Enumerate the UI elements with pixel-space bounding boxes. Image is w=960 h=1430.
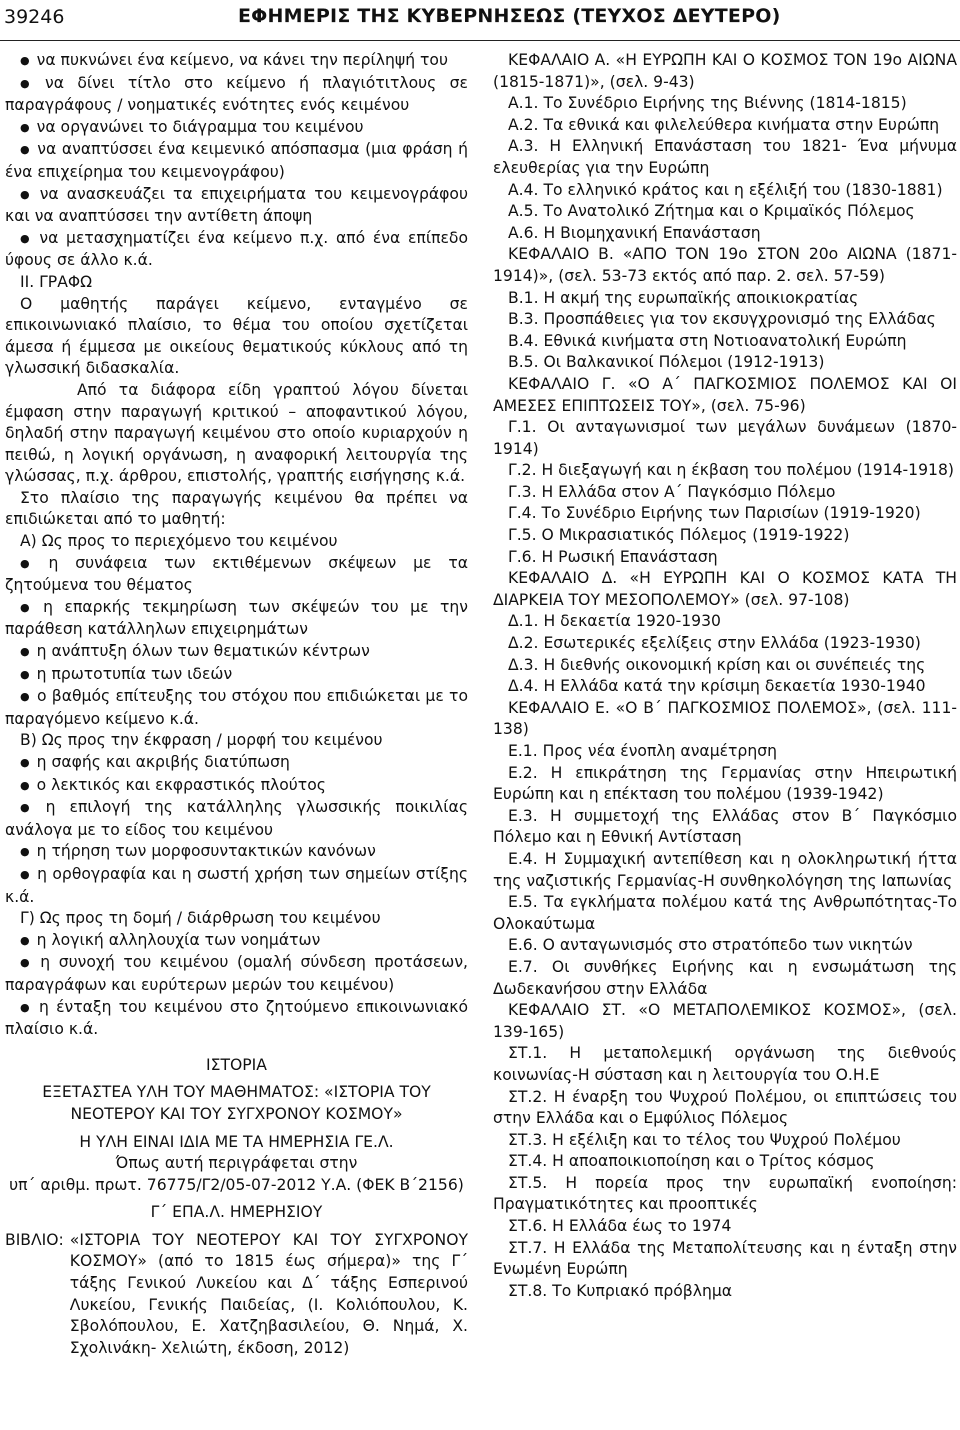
chapter-item: ΣΤ.8. Το Κυπριακό πρόβλημα — [508, 1281, 733, 1300]
chapter-item: Γ.1. Οι ανταγωνισμοί των μεγάλων δυνάμεων (1870-1914) — [493, 418, 957, 458]
section-heading: ΙΙ. ΓΡΑΦΩ — [20, 272, 93, 291]
paragraph: Από τα διάφορα είδη γραπτού λόγου δίνεται έμφαση στην παραγωγή κριτικού – αποφαντικού λόγου, δηλαδή στην παραγωγή κειμένου στο οποίο κυριαρχούν η πειθώ, η λογική οργάνωση, η αναφορική λειτουργία της γλώσσας, π.χ. άρθρου, επιστολής, γραπτής εισήγησης κ.ά. — [5, 380, 468, 486]
bullet-item: ● να αναπτύσσει ένα κειμενικό απόσπασμα (μια φράση ή ένα επιχείρημα του κειμενογράφου) — [5, 139, 468, 183]
bullet-item: ● η επιλογή της κατάλληλης γλωσσικής ποικιλίας ανάλογα με το είδος του κειμένου — [5, 797, 468, 841]
chapter-item: Α.6. Η Βιομηχανική Επανάσταση — [508, 223, 761, 242]
bullet-item: ● η ορθογραφία και η σωστή χρήση των σημείων στίξης κ.ά. — [5, 864, 468, 908]
chapter-item: Γ.5. Ο Μικρασιατικός Πόλεμος (1919-1922) — [508, 526, 850, 545]
chapter-heading: ΚΕΦΑΛΑΙΟ Β. «ΑΠΟ ΤΟΝ 19ο ΣΤΟΝ 20ο ΑΙΩΝΑ (1871-1914)», (σελ. 53-73 εκτός από παρ. 2. σελ. 57-59) — [493, 245, 957, 285]
chapter-heading: ΚΕΦΑΛΑΙΟ Γ. «Ο Α΄ ΠΑΓΚΟΣΜΙΟΣ ΠΟΛΕΜΟΣ ΚΑΙ ΟΙ ΑΜΕΣΕΣ ΕΠΙΠΤΩΣΕΙΣ ΤΟΥ», (σελ. 75-96) — [493, 374, 957, 415]
bullet-item: ● η συνάφεια των εκτιθέμενων σκέψεων με τα ζητούμενα του θέματος — [5, 553, 468, 597]
chapter-item: ΣΤ.6. Η Ελλάδα έως το 1974 — [508, 1217, 732, 1236]
bullet-item: ● η σαφής και ακριβής διατύπωση — [5, 752, 468, 775]
journal-title: ΕΦΗΜΕΡΙΣ ΤΗΣ ΚΥΒΕΡΝΗΣΕΩΣ (ΤΕΥΧΟΣ ΔΕΥΤΕΡΟ) — [238, 5, 781, 27]
syllabus-note: Η ΥΛΗ ΕΙΝΑΙ ΙΔΙΑ ΜΕ ΤΑ ΗΜΕΡΗΣΙΑ ΓΕ.Λ. — [79, 1132, 394, 1151]
chapter-item: Ε.4. Η Συμμαχική αντεπίθεση και η ολοκληρωτική ήττα της ναζιστικής Γερμανίας-Η συνθηκολόγηση της Ιαπωνίας — [493, 849, 957, 890]
chapter-item: Α.3. Η Ελληνική Επανάσταση του 1821- Ένα μήνυμα ελευθερίας για την Ευρώπη — [493, 137, 957, 177]
paragraph: Ο μαθητής παράγει κείμενο, ενταγμένο σε επικοινωνιακό πλαίσιο, το θέμα του οποίου σχετίζεται άμεσα ή έμμεσα με οικείους θεματικούς κύκλους από τη γλωσσική διδασκαλία. — [5, 294, 468, 378]
chapter-item: Ε.6. Ο ανταγωνισμός στο στρατόπεδο των νικητών — [508, 936, 913, 955]
syllabus-reference: υπ΄ αριθμ. πρωτ. 76775/Γ2/05-07-2012 Υ.Α. (ΦΕΚ Β΄2156) — [9, 1175, 464, 1194]
chapter-item: Δ.1. Η δεκαετία 1920-1930 — [508, 612, 721, 631]
bullet-item: ● να οργανώνει το διάγραμμα του κειμένου — [5, 117, 468, 140]
chapter-item: Ε.1. Προς νέα ένοπλη αναμέτρηση — [508, 742, 777, 760]
bullet-item: ● η πρωτοτυπία των ιδεών — [5, 664, 468, 687]
book-entry — [5, 1230, 468, 1360]
chapter-item: Ε.2. Η επικράτηση της Γερμανίας στην Ηπειρωτική Ευρώπη και η επέκταση του πολέμου (1939-1942) — [493, 763, 957, 804]
chapter-item: Β.4. Εθνικά κινήματα στη Νοτιοανατολική Ευρώπη — [508, 331, 907, 350]
page-header — [0, 0, 960, 41]
chapter-item: Γ.3. Η Ελλάδα στον Α΄ Παγκόσμιο Πόλεμο — [508, 482, 836, 501]
chapter-item: Ε.3. Η συμμετοχή της Ελλάδας στον Β΄ Παγκόσμιο Πόλεμο και η Εθνική Αντίσταση — [493, 806, 957, 847]
chapter-item: ΣΤ.5. Η πορεία προς την ευρωπαϊκή ενοποίηση: Πραγματικότητες και προοπτικές — [493, 1173, 957, 1214]
book-label: ΒΙΒΛΙΟ: — [5, 1230, 64, 1249]
chapter-item: Β.3. Προσπάθειες για τον εκσυγχρονισμό της Ελλάδας — [508, 310, 936, 329]
bullet-item: ● ο βαθμός επίτευξης του στόχου που επιδιώκεται με το παραγόμενο κείμενο κ.ά. — [5, 686, 468, 730]
chapter-item: Ε.5. Τα εγκλήματα πολέμου κατά της Ανθρωπότητας-Το Ολοκαύτωμα — [493, 893, 957, 933]
bullet-item: ● η ένταξη του κειμένου στο ζητούμενο επικοινωνιακό πλαίσιο κ.ά. — [5, 997, 468, 1041]
chapter-item: ΣΤ.2. Η έναρξη του Ψυχρού Πολέμου, οι επιπτώσεις του στην Ελλάδα και ο Εμφύλιος Πόλεμος — [493, 1087, 957, 1128]
chapter-item: Α.2. Τα εθνικά και φιλελεύθερα κινήματα στην Ευρώπη — [508, 115, 940, 134]
bullet-item: ● να μετασχηματίζει ένα κείμενο π.χ. από ένα επίπεδο ύφους σε άλλο κ.ά. — [5, 228, 468, 272]
chapter-heading: ΚΕΦΑΛΑΙΟ Α. «Η ΕΥΡΩΠΗ ΚΑΙ Ο ΚΟΣΜΟΣ ΤΟΝ 19ο ΑΙΩΝΑ (1815-1871)», (σελ. 9-43) — [493, 51, 957, 91]
chapter-heading: ΚΕΦΑΛΑΙΟ Δ. «Η ΕΥΡΩΠΗ ΚΑΙ Ο ΚΟΣΜΟΣ ΚΑΤΑ ΤΗ ΔΙΑΡΚΕΙΑ ΤΟΥ ΜΕΣΟΠΟΛΕΜΟΥ» (σελ. 97-108) — [493, 569, 957, 609]
chapter-item: Α.5. Το Ανατολικό Ζήτημα και ο Κριμαϊκός Πόλεμος — [508, 202, 915, 221]
chapter-item: ΣΤ.1. Η μεταπολεμική οργάνωση της διεθνούς κοινωνίας-Η σύσταση και η λειτουργία του Ο.Η.Ε — [493, 1044, 957, 1084]
bullet-item: ● να πυκνώνει ένα κείμενο, να κάνει την περίληψή του — [5, 50, 468, 73]
chapter-item: Δ.4. Η Ελλάδα κατά την κρίσιμη δεκαετία 1930-1940 — [508, 677, 926, 696]
paragraph: Στο πλαίσιο της παραγωγής κειμένου θα πρέπει να επιδιώκεται από το μαθητή: — [5, 488, 468, 529]
left-column — [5, 50, 468, 1359]
chapter-item: Ε.7. Οι συνθήκες Ειρήνης και η ενσωμάτωση της Δωδεκανήσου στην Ελλάδα — [493, 957, 957, 998]
bullet-item: ● ο λεκτικός και εκφραστικός πλούτος — [5, 775, 468, 798]
subheading: Β) Ως προς την έκφραση / μορφή του κειμένου — [20, 731, 383, 750]
bullet-item: ● η επαρκής τεκμηρίωση των σκέψεών του με την παράθεση κατάλληλων επιχειρημάτων — [5, 597, 468, 641]
chapter-item: ΣΤ.7. Η Ελλάδα της Μεταπολίτευσης και η ένταξη στην Ενωμένη Ευρώπη — [493, 1238, 957, 1279]
chapter-heading: ΚΕΦΑΛΑΙΟ Ε. «Ο Β΄ ΠΑΓΚΟΣΜΙΟΣ ΠΟΛΕΜΟΣ», (σελ. 111-138) — [493, 698, 957, 739]
bullet-item: ● να ανασκευάζει τα επιχειρήματα του κειμενογράφου και να αναπτύσσει την αντίθετη άποψη — [5, 184, 468, 228]
chapter-item: ΣΤ.4. Η αποαποικιοποίηση και ο Τρίτος κόσμος — [508, 1152, 875, 1171]
chapter-item: Γ.2. Η διεξαγωγή και η έκβαση του πολέμου (1914-1918) — [508, 461, 954, 480]
subheading: Γ) Ως προς τη δομή / διάρθρωση του κειμένου — [20, 909, 381, 928]
bullet-item: ● η συνοχή του κειμένου (ομαλή σύνδεση προτάσεων, παραγράφων και ευρύτερων μερών του κειμένου) — [5, 952, 468, 996]
section-heading: ΙΣΤΟΡΙΑ — [206, 1055, 267, 1074]
book-description: «ΙΣΤΟΡΙΑ ΤΟΥ ΝΕΟΤΕΡΟΥ ΚΑΙ ΤΟΥ ΣΥΓΧΡΟΝΟΥ ΚΟΣΜΟΥ» (από το 1815 έως σήμερα)» της Γ΄ τάξης Γενικού Λυκείου και Δ΄ τάξης Εσπερινού Λυκείου, Γενικής Παιδείας, (Ι. Κολιόπουλου, Κ. Σβολόπουλου, Ε. Χατζηβασιλείου, Θ. Νημά, Χ. Σχολινάκη- Χελιώτη, έκδοση, 2012) — [69, 1230, 468, 1357]
school-grade: Γ΄ ΕΠΑ.Λ. ΗΜΕΡΗΣΙΟΥ — [150, 1203, 323, 1222]
page-number: 39246 — [4, 6, 65, 28]
chapter-item: Γ.4. Το Συνέδριο Ειρήνης των Παρισίων (1919-1920) — [508, 504, 921, 523]
subheading: Α) Ως προς το περιεχόμενο του κειμένου — [20, 532, 338, 551]
bullet-item: ● να δίνει τίτλο στο κείμενο ή πλαγιότιτλους σε παραγράφους / νοηματικές ενότητες ενός κειμένου — [5, 73, 468, 117]
chapter-item: ΣΤ.3. Η εξέλιξη και το τέλος του Ψυχρού Πολέμου — [508, 1130, 901, 1149]
bullet-item: ● η ανάπτυξη όλων των θεματικών κέντρων — [5, 641, 468, 664]
chapter-item: Β.5. Οι Βαλκανικοί Πόλεμοι (1912-1913) — [508, 353, 825, 372]
chapter-item: Α.4. Το ελληνικό κράτος και η εξέλιξή του (1830-1881) — [508, 180, 943, 199]
exam-syllabus-title: ΕΞΕΤΑΣΤΕΑ ΥΛΗ ΤΟΥ ΜΑΘΗΜΑΤΟΣ: «ΙΣΤΟΡΙΑ ΤΟΥ ΝΕΟΤΕΡΟΥ ΚΑΙ ΤΟΥ ΣΥΓΧΡΟΝΟΥ ΚΟΣΜΟΥ» — [42, 1083, 431, 1123]
chapter-heading: ΚΕΦΑΛΑΙΟ ΣΤ. «Ο ΜΕΤΑΠΟΛΕΜΙΚΟΣ ΚΟΣΜΟΣ», (σελ. 139-165) — [493, 1001, 957, 1041]
chapter-item: Β.1. Η ακμή της ευρωπαϊκής αποικιοκρατίας — [508, 288, 859, 307]
chapter-item: Δ.3. Η διεθνής οικονομική κρίση και οι συνέπειές της — [508, 655, 926, 674]
bullet-item: ● η λογική αλληλουχία των νοημάτων — [5, 930, 468, 953]
bullet-item: ● η τήρηση των μορφοσυντακτικών κανόνων — [5, 841, 468, 864]
syllabus-note: Όπως αυτή περιγράφεται στην — [115, 1154, 358, 1173]
chapter-item: Δ.2. Εσωτερικές εξελίξεις στην Ελλάδα (1923-1930) — [508, 634, 921, 653]
chapter-item: Γ.6. Η Ρωσική Επανάσταση — [508, 547, 718, 566]
right-column — [493, 50, 957, 1302]
chapter-item: Α.1. Το Συνέδριο Ειρήνης της Βιέννης (1814-1815) — [508, 94, 907, 113]
